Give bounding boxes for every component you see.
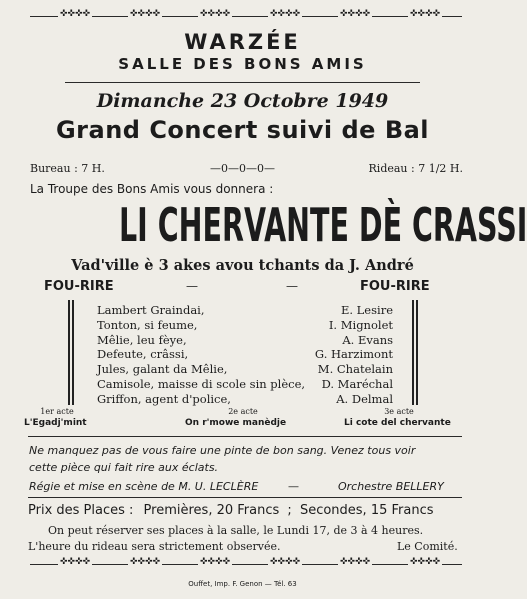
- dash-right: —: [286, 279, 298, 293]
- cast-role: Tonton, si feume,: [97, 317, 198, 332]
- bureau-time: Bureau : 7 H.: [30, 162, 105, 175]
- cast-actor: D. Maréchal: [321, 376, 393, 391]
- cast-right-bar: [416, 300, 418, 405]
- act-title: L'Egadj'mint: [24, 418, 87, 428]
- cast-actor: A. Evans: [342, 332, 393, 347]
- prices-line: [28, 503, 434, 518]
- bottom-ornament-rule: [30, 557, 462, 570]
- cast-right-bar: [412, 300, 414, 405]
- cast-actor: E. Lesire: [340, 303, 393, 317]
- fou-rire-left: FOU-RIRE: [44, 279, 114, 294]
- cast-role: Lambert Graindai,: [97, 303, 205, 317]
- price-premieres: Premières, 20 Francs: [143, 503, 280, 518]
- cast-actor: I. Mignolet: [328, 317, 393, 332]
- act-number: 3e acte: [384, 407, 414, 416]
- act-number: 2e acte: [228, 407, 258, 416]
- act-title: Li cote del chervante: [344, 418, 451, 428]
- divider: [65, 82, 420, 83]
- ornament: ✜✜✜✜: [60, 9, 91, 19]
- ornament: ✜✜✜✜: [270, 9, 301, 19]
- cast-row: [97, 333, 393, 348]
- ornament: ✜✜✜✜: [200, 9, 231, 19]
- ornament: ✜✜✜✜: [340, 557, 371, 567]
- cast-row: [97, 347, 393, 362]
- ornament: ✜✜✜✜: [60, 557, 91, 567]
- ornament: ✜✜✜✜: [410, 9, 441, 19]
- direction-credit: Régie et mise en scène de M. U. LECLÈRE: [29, 480, 259, 493]
- ornament: ✜✜✜✜: [130, 557, 161, 567]
- divider: [28, 497, 462, 498]
- cast-row: [97, 303, 393, 318]
- divider: [28, 436, 462, 437]
- ornament: ✜✜✜✜: [130, 9, 161, 19]
- orchestra-credit: Orchestre BELLERY: [338, 480, 444, 493]
- committee-signature: Le Comité.: [397, 540, 458, 553]
- rideau-time: Rideau : 7 1/2 H.: [368, 162, 463, 175]
- cast-row: [97, 377, 393, 392]
- cast-row: [97, 392, 393, 407]
- reservation-note: On peut réserver ses places à la salle, le Lundi 17, de 3 à 4 heures.: [48, 524, 424, 537]
- cast-role: Griffon, agent d'police,: [97, 391, 231, 406]
- ornament: ✜✜✜✜: [270, 557, 301, 567]
- act-number: 1er acte: [40, 407, 74, 416]
- cast-list: [97, 303, 393, 407]
- price-separator: ;: [287, 503, 292, 518]
- cast-left-bar: [72, 300, 74, 405]
- cast-left-bar: [68, 300, 70, 405]
- ornament: ✜✜✜✜: [200, 557, 231, 567]
- fou-rire-right: FOU-RIRE: [360, 279, 430, 294]
- cast-actor: G. Harzimont: [314, 347, 393, 362]
- event-title: Grand Concert suivi de Bal: [55, 116, 430, 144]
- prices-label: Prix des Places :: [28, 503, 134, 518]
- troupe-intro: La Troupe des Bons Amis vous donnera :: [30, 182, 274, 196]
- notice-line-2: cette pièce qui fait rire aux éclats.: [29, 461, 219, 474]
- play-subtitle: Vad'ville è 3 akes avou tchants da J. André: [71, 257, 414, 274]
- cast-row: [97, 362, 393, 377]
- cast-actor: M. Chatelain: [317, 362, 393, 377]
- ornament: ✜✜✜✜: [340, 9, 371, 19]
- play-title: LI CHERVANTE DÈ CRASSI: [119, 198, 527, 252]
- curtain-note: L'heure du rideau sera strictement observée.: [28, 540, 281, 553]
- cast-actor: A. Delmal: [336, 391, 393, 406]
- dash-left: —: [186, 279, 198, 293]
- village-title: WARZÉE: [184, 30, 301, 54]
- ornament: ✜✜✜✜: [410, 557, 441, 567]
- printer-credit: Ouffet, Imp. F. Genon — Tél. 63: [188, 580, 297, 588]
- price-secondes: Secondes, 15 Francs: [299, 503, 434, 518]
- cast-row: [97, 318, 393, 333]
- top-ornament-rule: [30, 9, 462, 22]
- hall-title: SALLE DES BONS AMIS: [118, 55, 367, 73]
- act-title: On r'mowe manèdje: [185, 418, 287, 428]
- cast-role: Mêlie, leu fèye,: [97, 332, 187, 347]
- cast-role: Camisole, maisse di scole sin plèce,: [97, 376, 306, 391]
- credit-dash: —: [288, 480, 299, 493]
- times-separator: —0—0—0—: [210, 162, 275, 175]
- event-date: Dimanche 23 Octobre 1949: [96, 90, 389, 112]
- cast-role: Jules, galant da Mêlie,: [97, 362, 228, 377]
- notice-line-1: Ne manquez pas de vous faire une pinte de bon sang. Venez tous voir: [29, 444, 416, 457]
- cast-role: Defeute, crâssi,: [97, 347, 189, 362]
